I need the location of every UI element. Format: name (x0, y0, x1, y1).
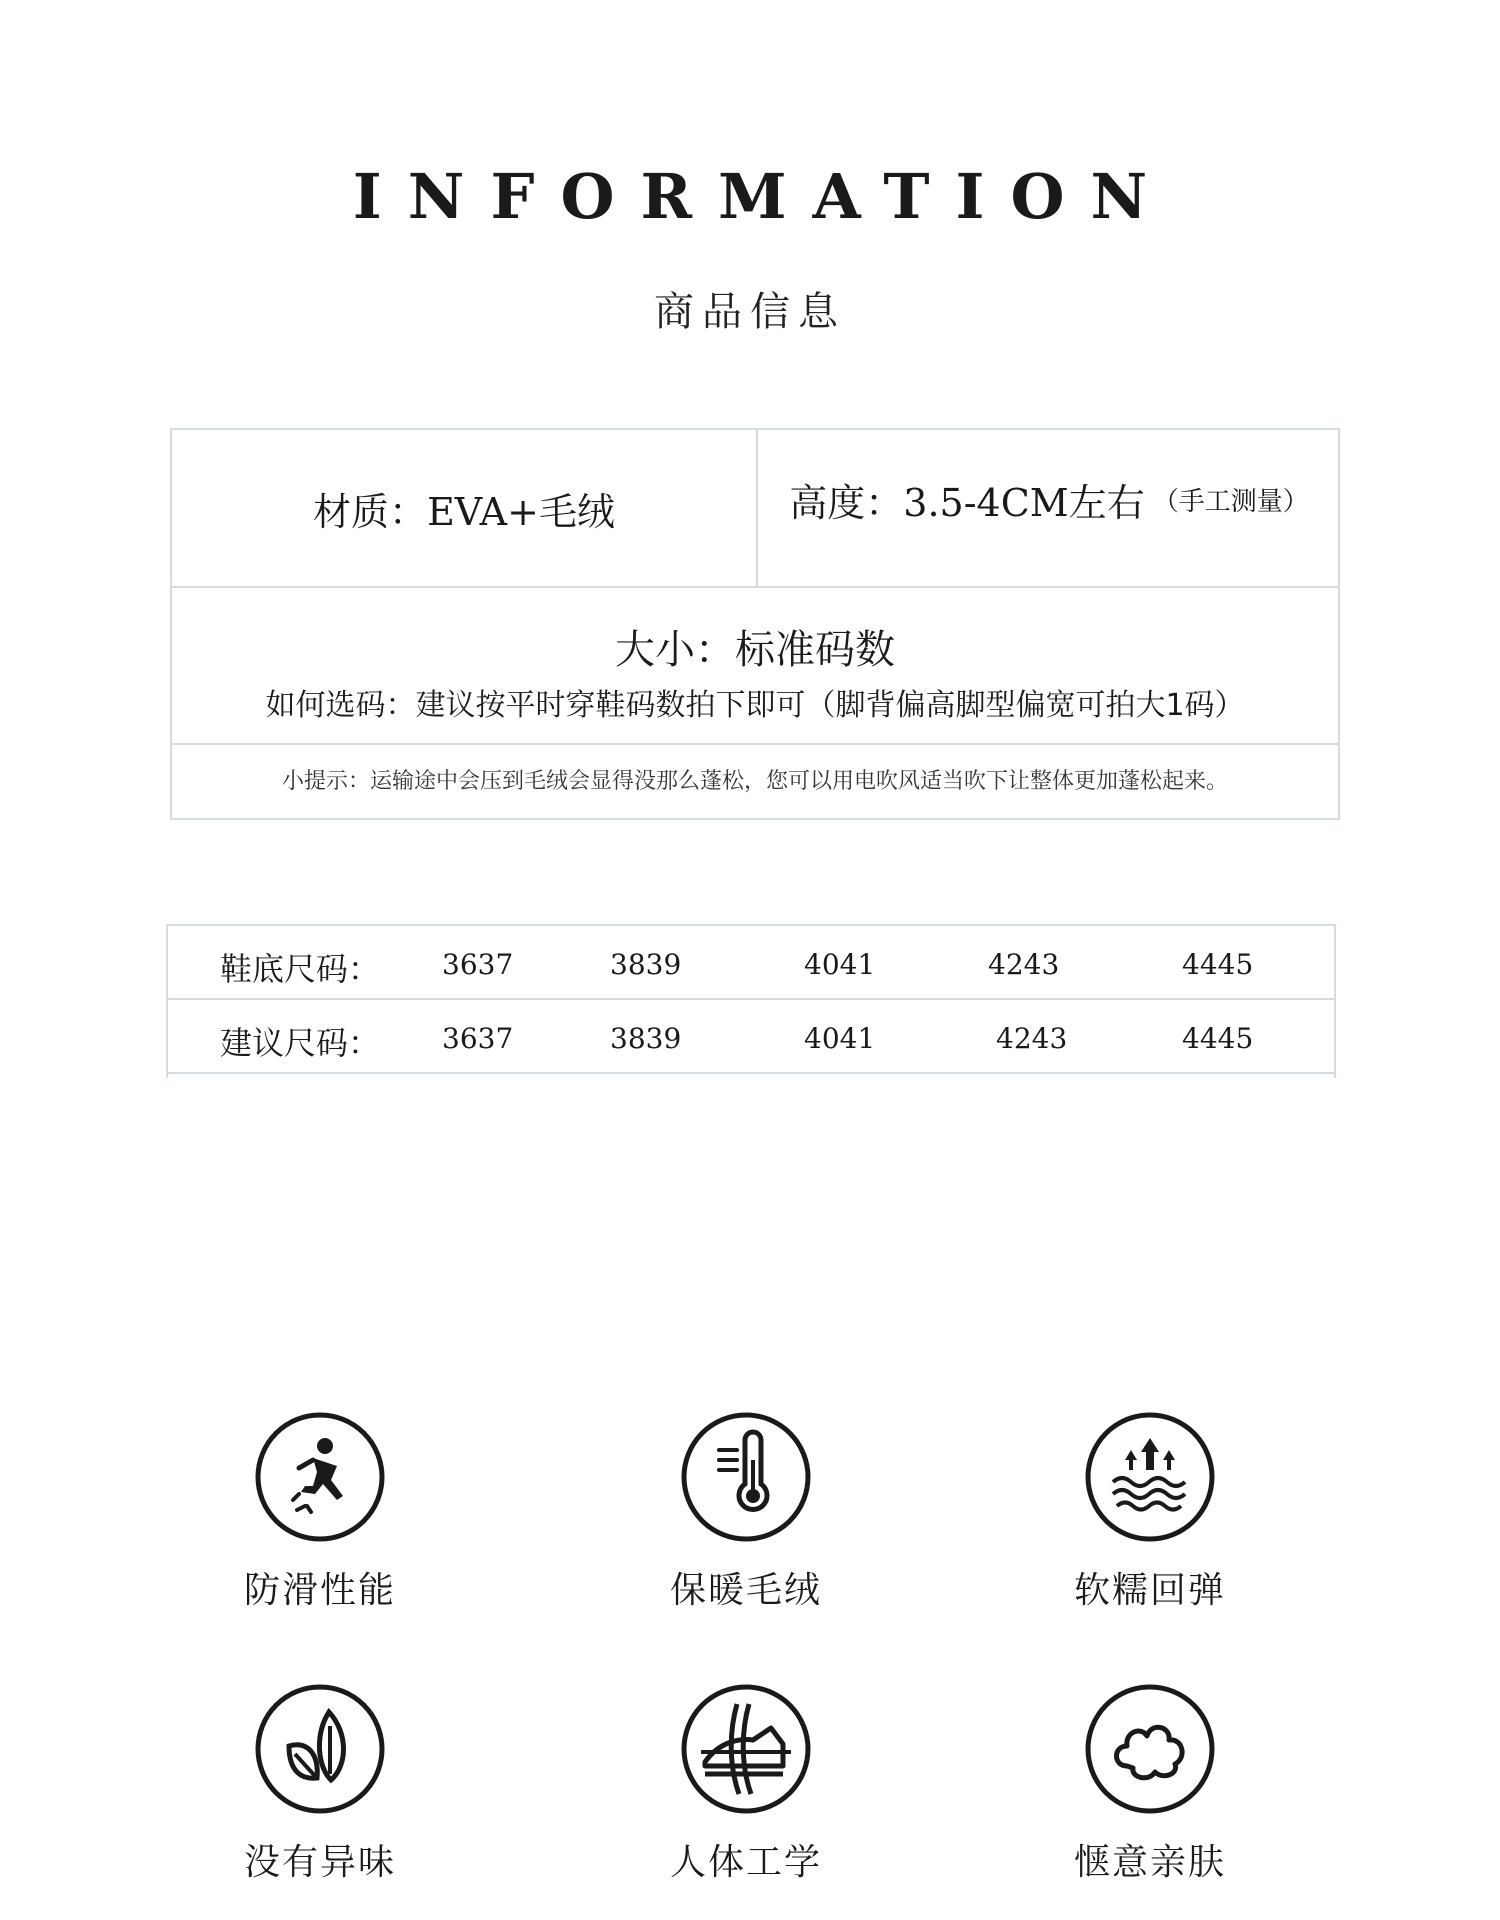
size-cell: 4243 (988, 948, 1060, 981)
size-cell: 4445 (1182, 1022, 1254, 1055)
feature-label: 惬意亲肤 (1073, 1842, 1226, 1883)
feature-anti-slip (190, 1410, 450, 1613)
height-cell (758, 430, 1340, 586)
feature-rebound (1020, 1410, 1280, 1613)
page-title-en: INFORMATION (352, 160, 1174, 233)
feature-grid (0, 1410, 1500, 1890)
size-cell: 4445 (1182, 948, 1254, 981)
feature-label: 软糯回弹 (1073, 1570, 1226, 1611)
material-cell (172, 430, 756, 586)
size-cell: 3637 (442, 1022, 514, 1055)
size-tip: 如何选码：建议按平时穿鞋码数拍下即可（脚背偏高脚型偏宽可拍大1码） (265, 688, 1245, 723)
size-cell: 4243 (996, 1022, 1068, 1055)
row-label: 建议尺码： (220, 1024, 381, 1062)
anti-slip-icon (253, 1410, 387, 1544)
feature-label: 没有异味 (243, 1842, 396, 1883)
size-cell: 3637 (442, 948, 514, 981)
size-cell: 3839 (610, 948, 682, 981)
feature-no-odor (190, 1682, 450, 1885)
page-title-cn: 商品信息 (654, 289, 846, 335)
shipping-hint: 小提示：运输途中会压到毛绒会显得没那么蓬松，您可以用电吹风适当吹下让整体更加蓬松起来。 (281, 769, 1228, 794)
size-table (166, 924, 1336, 1078)
material-value: EVA+毛绒 (427, 489, 615, 534)
feature-warm (616, 1410, 876, 1613)
material-label: 材质： (313, 489, 428, 534)
product-info-box (170, 428, 1340, 820)
thermometer-icon (679, 1410, 813, 1544)
rebound-icon (1083, 1410, 1217, 1544)
feature-label: 防滑性能 (243, 1570, 396, 1611)
size-cell: 4041 (804, 1022, 876, 1055)
feature-label: 保暖毛绒 (669, 1570, 822, 1611)
ergonomic-shoe-icon (679, 1682, 813, 1816)
feature-label: 人体工学 (669, 1842, 822, 1883)
size-title: 大小：标准码数 (615, 627, 895, 673)
size-cell: 4041 (804, 948, 876, 981)
size-cell: 3839 (610, 1022, 682, 1055)
row-label: 鞋底尺码： (220, 950, 381, 988)
height-value: 3.5-4CM左右 (903, 480, 1145, 525)
feature-ergonomic (616, 1682, 876, 1885)
table-row (168, 926, 1334, 1000)
height-label: 高度： (789, 480, 904, 525)
feature-skin-friendly (1020, 1682, 1280, 1885)
height-note: （手工测量） (1152, 486, 1309, 517)
leaf-icon (253, 1682, 387, 1816)
cotton-icon (1083, 1682, 1217, 1816)
table-row (168, 1000, 1334, 1074)
